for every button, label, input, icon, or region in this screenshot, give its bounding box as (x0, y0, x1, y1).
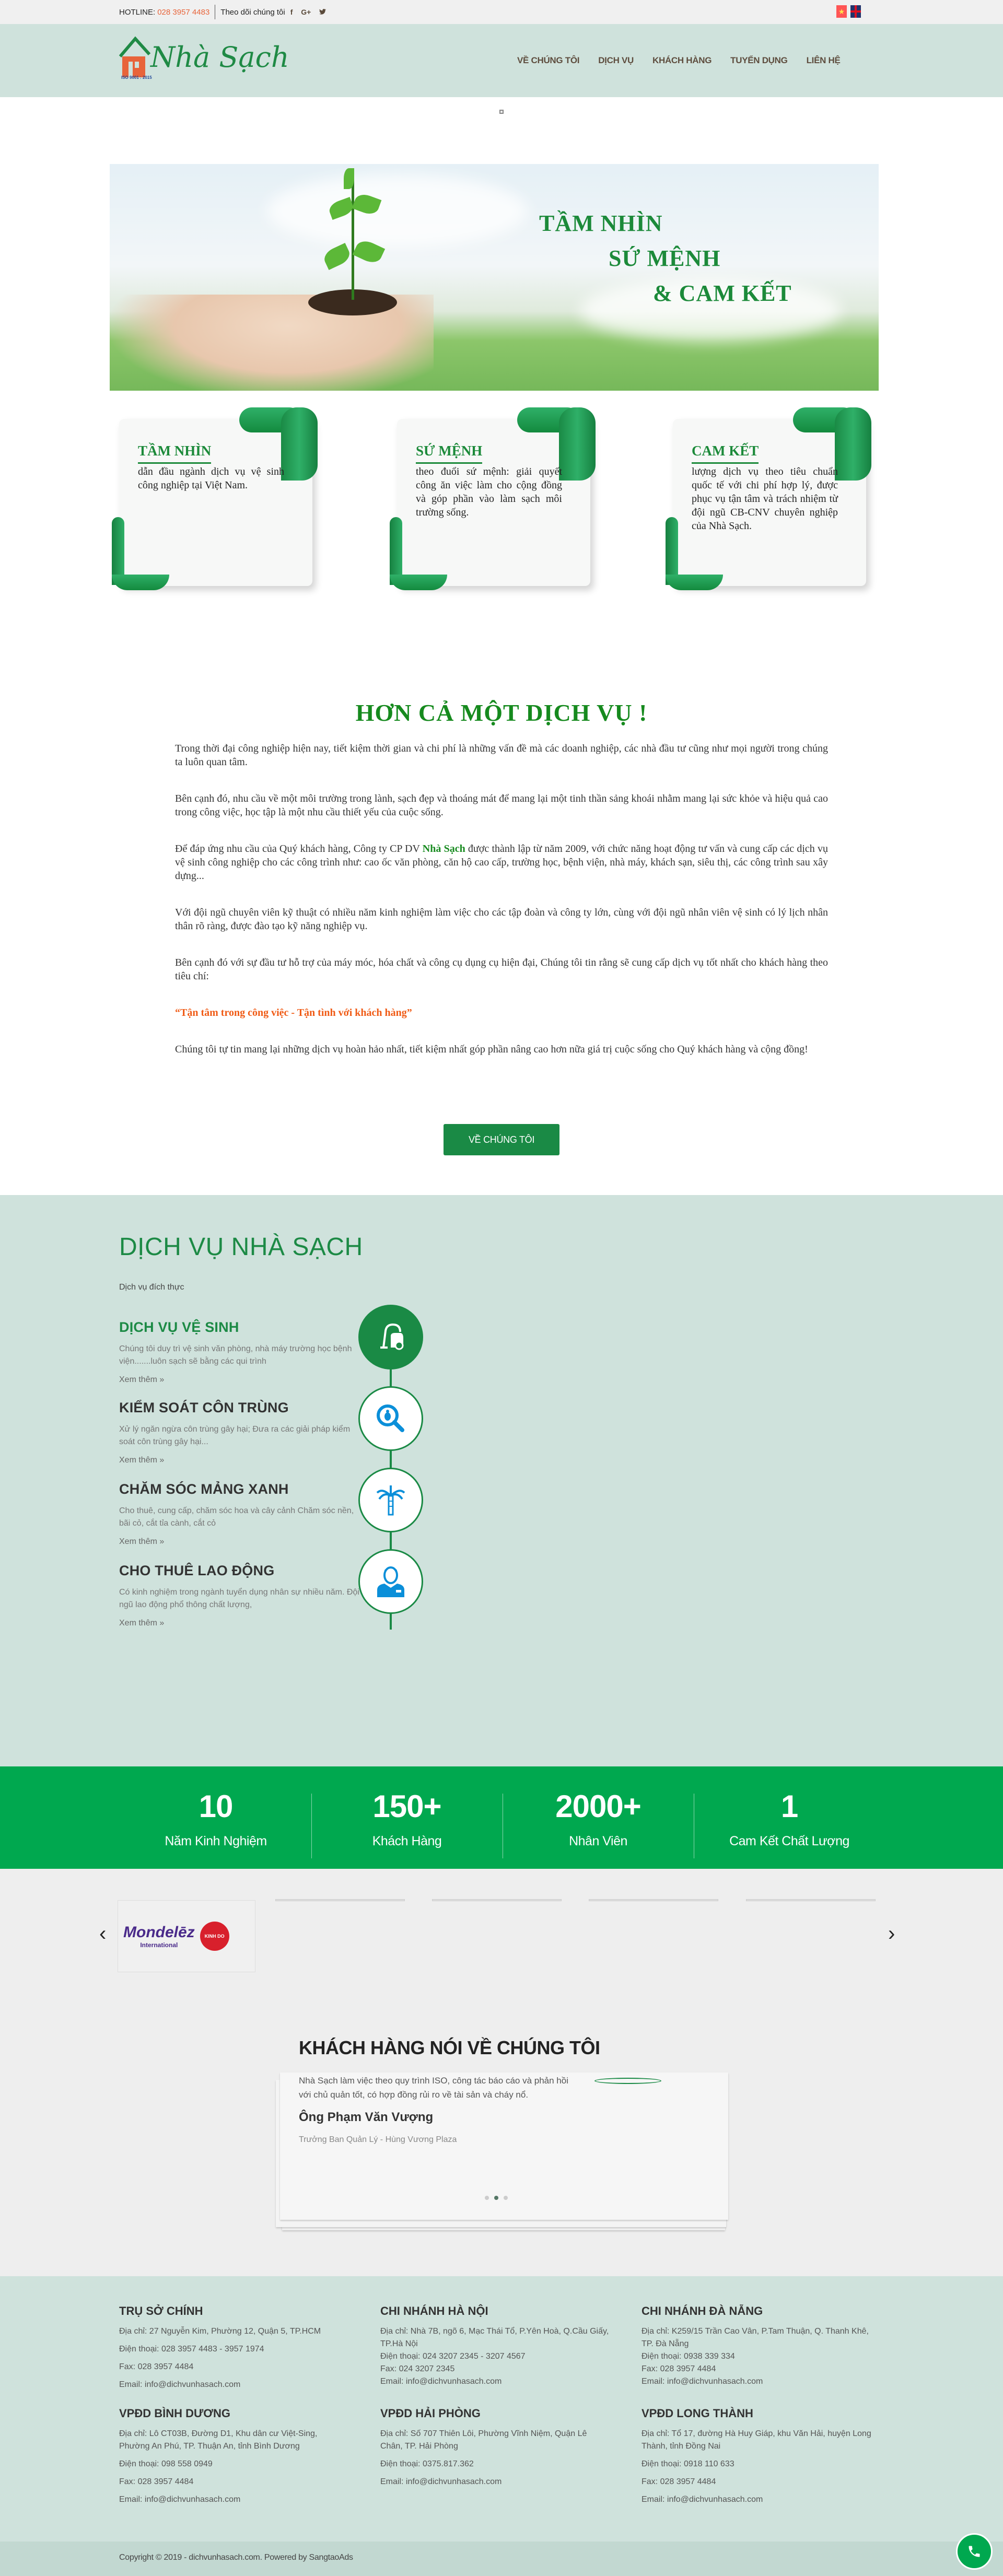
hotline-number[interactable]: 028 3957 4483 (157, 7, 210, 17)
about-paragraph (175, 842, 828, 883)
copyright-bar (0, 2542, 1003, 2576)
office-address: Địa chỉ: K259/15 Trần Cao Vân, P.Tam Thuận, Q. Thanh Khê, TP. Đà Nẵng (642, 2327, 869, 2348)
office-address: Địa chỉ: Số 707 Thiên Lôi, Phường Vĩnh Niệm, Quận Lê Chân, TP. Hải Phòng (380, 2429, 587, 2451)
palm-tree-icon[interactable] (358, 1468, 423, 1532)
stat-number: 150+ (372, 1789, 441, 1824)
office-email[interactable]: Email: info@dichvunhasach.com (119, 2495, 241, 2504)
office-haiphong (380, 2406, 610, 2493)
card-title: TẦM NHÌN (138, 443, 211, 464)
text: được thành lập từ năm 2009, với chức năng hoạt động tư vấn và cung cấp các dịch vụ vệ sinh công nghiệp cho các công trình như: cao ốc văn phòng, căn hộ cao cấp, trường học, bệnh viện, nhà máy, khách sạn, siêu thị, các công trình sau xây dựng... (175, 843, 828, 882)
ribbon-decoration (281, 407, 318, 481)
card-text: dẫn đầu ngành dịch vụ vệ sinh công nghiệp tại Việt Nam. (138, 466, 284, 491)
office-title: CHI NHÁNH HÀ NỘI (380, 2304, 488, 2317)
client-logo-placeholder[interactable] (589, 1899, 718, 1901)
client-logo-mondelez[interactable] (118, 1900, 255, 1972)
office-fax: Fax: 024 3207 2345 (380, 2364, 455, 2373)
carousel-dot[interactable] (485, 2196, 489, 2200)
vacuum-icon[interactable] (358, 1305, 423, 1369)
service-item-cleaning (119, 1319, 359, 1385)
logo[interactable] (119, 36, 291, 88)
kinhdo-badge: KINH DO (200, 1922, 229, 1951)
office-binhduong (119, 2406, 349, 2511)
stat-label: Nhân Viên (569, 1834, 627, 1848)
ribbon-decoration (835, 407, 871, 481)
office-hanoi (380, 2303, 610, 2388)
stat-label: Năm Kinh Nghiệm (165, 1834, 267, 1848)
office-fax: Fax: 028 3957 4484 (642, 2477, 716, 2486)
facebook-icon[interactable]: f (290, 8, 293, 16)
service-desc: Xử lý ngăn ngừa côn trùng gây hại; Đưa ra các giải pháp kiểm soát côn trùng gây hại... (119, 1425, 351, 1446)
mission-card (387, 407, 575, 580)
client-logo-placeholder[interactable] (746, 1899, 876, 1901)
office-phone: Điện thoại: 0938 339 334 (642, 2352, 735, 2361)
office-phone: Điện thoại: 098 558 0949 (119, 2460, 213, 2468)
header (0, 24, 1003, 97)
stats-bar (0, 1766, 1003, 1869)
stat-item (503, 1766, 694, 1869)
stat-number: 1 (780, 1789, 798, 1824)
service-title[interactable]: CHO THUÊ LAO ĐỘNG (119, 1563, 275, 1578)
about-body (175, 742, 828, 1079)
services-subtitle: Dịch vụ đích thực (119, 1283, 184, 1292)
follow-label: Theo dõi chúng tôi (220, 7, 285, 17)
service-title[interactable]: CHĂM SÓC MẢNG XANH (119, 1481, 289, 1497)
nav-contact[interactable]: LIÊN HỆ (806, 55, 841, 65)
nav-about[interactable]: VỀ CHÚNG TÔI (517, 55, 580, 65)
hero-banner (110, 164, 879, 391)
stat-item (694, 1766, 885, 1869)
phone-icon (967, 2544, 982, 2559)
read-more-link[interactable]: Xem thêm » (119, 1537, 165, 1546)
office-address: Địa chỉ: 27 Nguyễn Kim, Phường 12, Quận 5, TP.HCM (119, 2327, 321, 2336)
office-title: VPĐD LONG THÀNH (642, 2407, 753, 2420)
office-address: Địa chỉ: Nhà 7B, ngõ 6, Mạc Thái Tổ, P.Yên Hoà, Q.Cầu Giấy, TP.Hà Nội (380, 2327, 609, 2348)
about-paragraph: Với đội ngũ chuyên viên kỹ thuật có nhiều năm kinh nghiệm làm việc cho các tập đoàn và công ty lớn, cùng với đội ngũ nhân viên vệ sinh có lý lịch nhân thân rõ ràng, được đào tạo kỹ năng nghiệp vụ. (175, 907, 828, 932)
client-logo-placeholder[interactable] (275, 1899, 405, 1901)
ribbon-decoration (112, 575, 169, 590)
phone-call-button[interactable] (956, 2533, 993, 2570)
slogan-quote: “Tận tâm trong công việc - Tận tình với khách hàng” (175, 1007, 412, 1018)
card-title: CAM KẾT (692, 443, 759, 464)
house-icon (119, 36, 151, 77)
banner-line-1: TẦM NHÌN (539, 210, 663, 236)
stat-label: Khách Hàng (372, 1834, 442, 1848)
google-plus-icon[interactable]: G+ (301, 8, 311, 16)
office-fax: Fax: 028 3957 4484 (119, 2477, 194, 2486)
stat-number: 2000+ (555, 1789, 641, 1824)
twitter-icon[interactable] (319, 8, 326, 16)
office-email[interactable]: Email: info@dichvunhasach.com (642, 2377, 763, 2386)
office-phone: Điện thoại: 028 3957 4483 - 3957 1974 (119, 2345, 264, 2353)
client-logo-placeholder[interactable] (432, 1899, 562, 1901)
carousel-next-icon[interactable]: › (888, 1922, 895, 1945)
about-us-button[interactable]: VỀ CHÚNG TÔI (444, 1124, 559, 1155)
office-danang (642, 2303, 871, 2388)
logo-text: Nhà Sạch (150, 41, 289, 74)
service-item-pest-control (119, 1400, 359, 1465)
leaf (344, 168, 354, 189)
card-text: lượng dịch vụ theo tiêu chuẩn quốc tế với chi phí hợp lý, được phục vụ tận tâm và trách nhiệm từ đội ngũ CB-CNV chuyên nghiệp của Nhà Sạch. (692, 466, 838, 532)
timeline-line (390, 1448, 392, 1469)
stat-item (311, 1766, 503, 1869)
main-nav (517, 24, 859, 97)
office-phone: Điện thoại: 0918 110 633 (642, 2460, 734, 2468)
about-title: HƠN CẢ MỘT DỊCH VỤ ! (355, 699, 648, 726)
banner-line-2: SỨ MỆNH (609, 245, 721, 271)
nav-clients[interactable]: KHÁCH HÀNG (652, 55, 712, 65)
office-longthanh (642, 2406, 871, 2511)
logo-iso: ISO 9001 : 2015 (121, 75, 152, 80)
brand-name: Nhà Sạch (422, 843, 465, 854)
vision-card (109, 407, 297, 580)
about-paragraph: Trong thời đại công nghiệp hiện nay, tiết kiệm thời gian và chi phí là những vấn đề mà các doanh nghiệp, các nhà đầu tư cũng như mọi người trong chúng ta luôn quan tâm. (175, 743, 828, 768)
ribbon-decoration (559, 407, 596, 481)
testimonial-author: Ông Phạm Văn Vượng (299, 2110, 434, 2124)
cloud (266, 174, 528, 248)
carousel-dot[interactable] (504, 2196, 508, 2200)
office-title: VPĐD BÌNH DƯƠNG (119, 2407, 231, 2420)
office-title: CHI NHÁNH ĐÀ NẴNG (642, 2304, 763, 2317)
card-title: SỨ MỆNH (416, 443, 482, 464)
timeline-line (390, 1529, 392, 1550)
nav-careers[interactable]: TUYỂN DỤNG (730, 55, 788, 65)
office-email[interactable]: Email: info@dichvunhasach.com (380, 2377, 502, 2386)
stat-number: 10 (199, 1789, 233, 1824)
hotline-label: HOTLINE: (119, 7, 156, 17)
read-more-link[interactable]: Xem thêm » (119, 1375, 165, 1384)
office-address: Địa chỉ: Tổ 17, đường Hà Huy Giáp, khu Văn Hải, huyện Long Thành, tỉnh Đồng Nai (642, 2429, 871, 2451)
ribbon-decoration (390, 575, 447, 590)
about-paragraph: Bên cạnh đó, nhu cầu về một môi trường trong lành, sạch đẹp và thoáng mát để mang lại một tinh thần sảng khoái nhằm mang lại sức khỏe và hiệu quả cao trong công việc, học tập là một nhu cầu thiết yếu của cuộc sống. (175, 793, 828, 818)
leaf (321, 243, 353, 270)
service-title[interactable]: KIỂM SOÁT CÔN TRÙNG (119, 1400, 289, 1415)
flag-english-icon[interactable] (850, 5, 861, 18)
office-phone: Điện thoại: 0375.817.362 (380, 2460, 474, 2468)
services-section (0, 1195, 1003, 1766)
logo-sub-text: International (140, 1941, 178, 1949)
banner-line-3: & CAM KẾT (653, 280, 792, 306)
service-item-landscaping (119, 1481, 359, 1547)
stat-label: Cam Kết Chất Lượng (729, 1834, 849, 1848)
office-phone: Điện thoại: 024 3207 2345 - 3207 4567 (380, 2352, 526, 2361)
plant-stem (352, 174, 354, 300)
avatar-ring (594, 2078, 661, 2084)
office-fax: Fax: 028 3957 4484 (642, 2364, 716, 2373)
about-paragraph: Bên cạnh đó với sự đầu tư hỗ trợ của máy móc, hóa chất và công cụ dụng cụ hiện đại, Chúng tôi tin rằng sẽ cung cấp dịch vụ tốt nhất cho khách hàng theo tiêu chí: (175, 957, 828, 982)
nav-services[interactable]: DỊCH VỤ (598, 55, 634, 65)
office-hq (119, 2303, 349, 2396)
testimonial-role: Trưởng Ban Quản Lý - Hùng Vương Plaza (299, 2135, 457, 2144)
carousel-dots (485, 2196, 508, 2200)
service-desc: Cho thuê, cung cấp, chăm sóc hoa và cây cảnh Chăm sóc nền, bãi cỏ, cắt tỉa cành, cắt cỏ (119, 1506, 354, 1528)
stat-item (120, 1766, 311, 1869)
testimonial-title: KHÁCH HÀNG NÓI VỀ CHÚNG TÔI (299, 2037, 600, 2058)
office-fax: Fax: 028 3957 4484 (119, 2362, 194, 2371)
slider-indicator[interactable] (499, 110, 504, 114)
commitment-card (662, 407, 850, 580)
service-title[interactable]: DỊCH VỤ VỆ SINH (119, 1319, 239, 1335)
office-title: TRỤ SỞ CHÍNH (119, 2304, 203, 2317)
office-email[interactable]: Email: info@dichvunhasach.com (642, 2495, 763, 2504)
service-item-labor (119, 1563, 359, 1628)
bug-search-icon[interactable] (358, 1386, 423, 1451)
testimonial-text: Nhà Sạch làm việc theo quy trình ISO, công tác báo cáo và phản hồi với chủ quản tốt, có hợp đồng rủi ro về tài sản và cháy nổ. (299, 2076, 568, 2100)
service-desc: Có kinh nghiệm trong ngành tuyển dụng nhân sự nhiều năm. Đội ngũ lao động phổ thông chất lượng, (119, 1588, 359, 1609)
office-email[interactable]: Email: info@dichvunhasach.com (380, 2477, 502, 2486)
read-more-link[interactable]: Xem thêm » (119, 1619, 165, 1627)
flag-vietnamese-icon[interactable]: ★ (836, 5, 847, 18)
copyright-text: Copyright © 2019 - dichvunhasach.com. Powered by SangtaoAds (119, 2553, 353, 2562)
carousel-dot-active[interactable] (494, 2196, 498, 2200)
text: Để đáp ứng nhu cầu của Quý khách hàng, Công ty CP DV (175, 843, 423, 854)
footer (0, 2276, 1003, 2542)
ribbon-decoration (666, 575, 723, 590)
card-text: theo đuổi sứ mệnh: giải quyết công ăn việc làm cho cộng đồng và góp phần vào làm sạch môi trường sống. (416, 466, 562, 518)
service-desc: Chúng tôi duy trì vệ sinh văn phòng, nhà máy trường học bệnh viện.......luôn sạch sẽ bằng các qui trình (119, 1344, 352, 1366)
about-paragraph: Chúng tôi tự tin mang lại những dịch vụ hoàn hảo nhất, tiết kiệm nhất góp phần nâng cao hơn nữa giá trị cuộc sống cho Quý khách hàng và cộng đồng! (175, 1044, 808, 1055)
carousel-prev-icon[interactable]: ‹ (99, 1922, 107, 1945)
office-title: VPĐD HẢI PHÒNG (380, 2407, 481, 2420)
mondelez-logo (123, 1924, 195, 1949)
services-title: DỊCH VỤ NHÀ SẠCH (119, 1233, 363, 1261)
worker-icon[interactable] (358, 1549, 423, 1614)
office-email[interactable]: Email: info@dichvunhasach.com (119, 2380, 241, 2389)
top-bar (0, 0, 1003, 24)
office-address: Địa chỉ: Lô CT03B, Đường D1, Khu dân cư Việt-Sing, Phường An Phú, TP. Thuận An, tỉnh Bình Dương (119, 2429, 318, 2451)
logo-main-text: Mondelēz (123, 1924, 195, 1941)
read-more-link[interactable]: Xem thêm » (119, 1456, 165, 1465)
